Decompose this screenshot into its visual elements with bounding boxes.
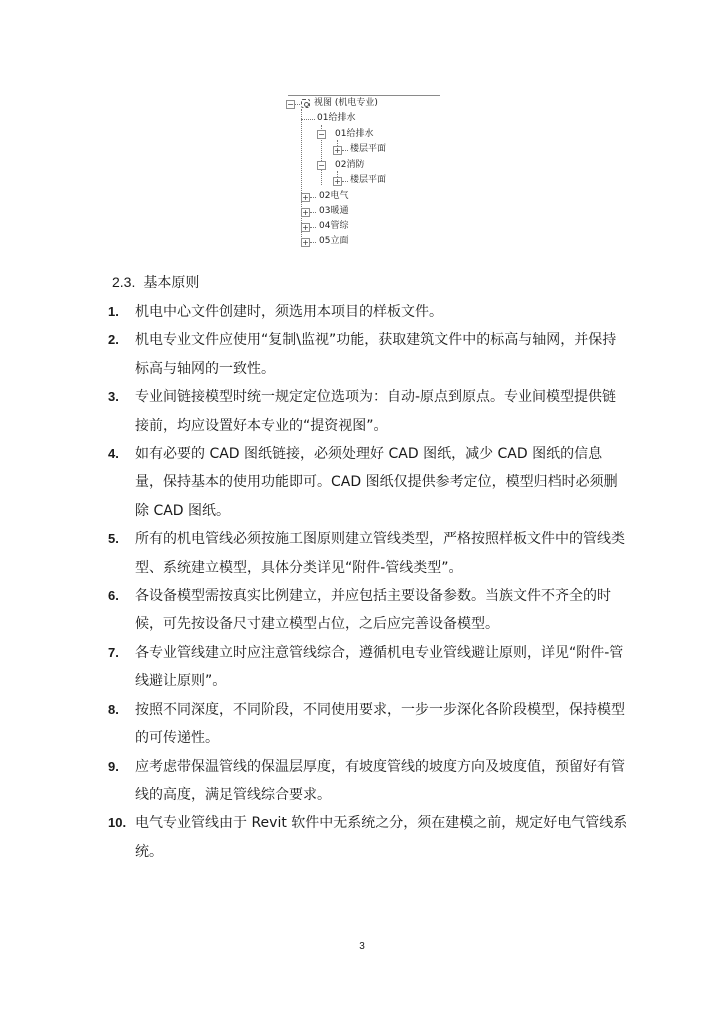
page-number: 3 [359, 941, 365, 952]
tree-discipline-hvac[interactable]: 03暖通 [319, 206, 349, 216]
list-item [108, 298, 628, 326]
floor-plan-toggle-2[interactable]: + [334, 177, 341, 186]
tree-floor-plan-2[interactable]: 楼层平面 [350, 175, 387, 185]
list-item [108, 809, 628, 866]
tree-sub-fire[interactable]: 02消防 [335, 160, 365, 170]
list-item [108, 639, 628, 696]
item-number: 6. [108, 588, 119, 604]
section-heading [112, 273, 199, 292]
list-item [108, 696, 628, 753]
electrical-toggle[interactable]: + [302, 193, 309, 202]
tree-root-label[interactable]: 视图 (机电专业) [314, 98, 378, 108]
list-item [108, 440, 628, 525]
item-number: 1. [108, 304, 119, 319]
list-item [108, 582, 628, 639]
item-text: 各设备模型需按真实比例建立，并应包括主要设备参数。当族文件不齐全的时候，可先按设备尺寸建立模型占位，之后应完善设备模型。 [135, 588, 611, 633]
list-item [108, 753, 628, 810]
elevation-toggle[interactable]: + [302, 238, 309, 247]
item-text: 所有的机电管线必须按施工图原则建立管线类型，严格按照样板文件中的管线类型、系统建立模型，具体分类详见“附件-管线类型”。 [135, 531, 625, 576]
floor-plan-toggle-1[interactable]: + [334, 146, 341, 155]
principles-list [108, 298, 628, 866]
views-icon [301, 99, 310, 108]
item-text: 按照不同深度，不同阶段，不同使用要求，一步一步深化各阶段模型，保持模型的可传递性。 [135, 701, 625, 747]
list-item [108, 326, 628, 383]
item-number: 8. [108, 701, 119, 717]
item-text: 机电专业文件应使用“复制\监视”功能，获取建筑文件中的标高与轴网，并保持标高与轴网的一致性。 [135, 332, 617, 377]
item-number: 7. [108, 644, 119, 660]
list-item [108, 525, 628, 582]
item-text: 应考虑带保温管线的保温层厚度，有坡度管线的坡度方向及坡度值，预留好有管线的高度，满足管线综合要求。 [135, 758, 625, 803]
item-number: 3. [108, 389, 119, 405]
sub-fire-toggle[interactable]: − [318, 161, 325, 170]
section-title: 基本原则 [143, 275, 200, 291]
list-item [108, 383, 628, 440]
tree-top-border [288, 95, 440, 96]
section-number: 2.3. [112, 274, 136, 290]
tree-floor-plan-1[interactable]: 楼层平面 [350, 144, 387, 154]
sub-plumbing-toggle[interactable]: − [318, 130, 325, 139]
item-number: 2. [108, 332, 119, 348]
tree-sub-plumbing[interactable]: 01给排水 [335, 129, 374, 139]
item-text: 各专业管线建立时应注意管线综合，遵循机电专业管线避让原则，详见“附件-管线避让原则”。 [135, 644, 624, 690]
hvac-toggle[interactable]: + [302, 208, 309, 217]
item-number: 5. [108, 531, 119, 547]
project-browser-tree [284, 95, 440, 253]
tree-discipline-elevation[interactable]: 05立面 [319, 236, 349, 246]
tree-discipline-electrical[interactable]: 02电气 [319, 191, 349, 201]
item-number: 10. [108, 815, 127, 831]
root-collapse-toggle[interactable]: − [287, 100, 294, 109]
tree-discipline-plumbing[interactable]: 01给排水 [317, 113, 356, 123]
item-number: 4. [108, 446, 119, 462]
item-text: 如有必要的 CAD 图纸链接，必须处理好 CAD 图纸，减少 CAD 图纸的信息量，保持基本的使用功能即可。CAD 图纸仅提供参考定位，模型归档时必须删除 CAD 图纸。 [135, 446, 618, 519]
tree-discipline-coordination[interactable]: 04管综 [319, 221, 349, 231]
item-text: 电气专业管线由于 Revit 软件中无系统之分，须在建模之前，规定好电气管线系统。 [135, 815, 628, 860]
coordination-toggle[interactable]: + [302, 223, 309, 232]
item-number: 9. [108, 758, 119, 774]
item-text: 专业间链接模型时统一规定定位选项为：自动-原点到原点。专业间模型提供链接前，均应设置好本专业的“提资视图”。 [135, 389, 617, 434]
item-text: 机电中心文件创建时，须选用本项目的样板文件。 [135, 304, 443, 320]
